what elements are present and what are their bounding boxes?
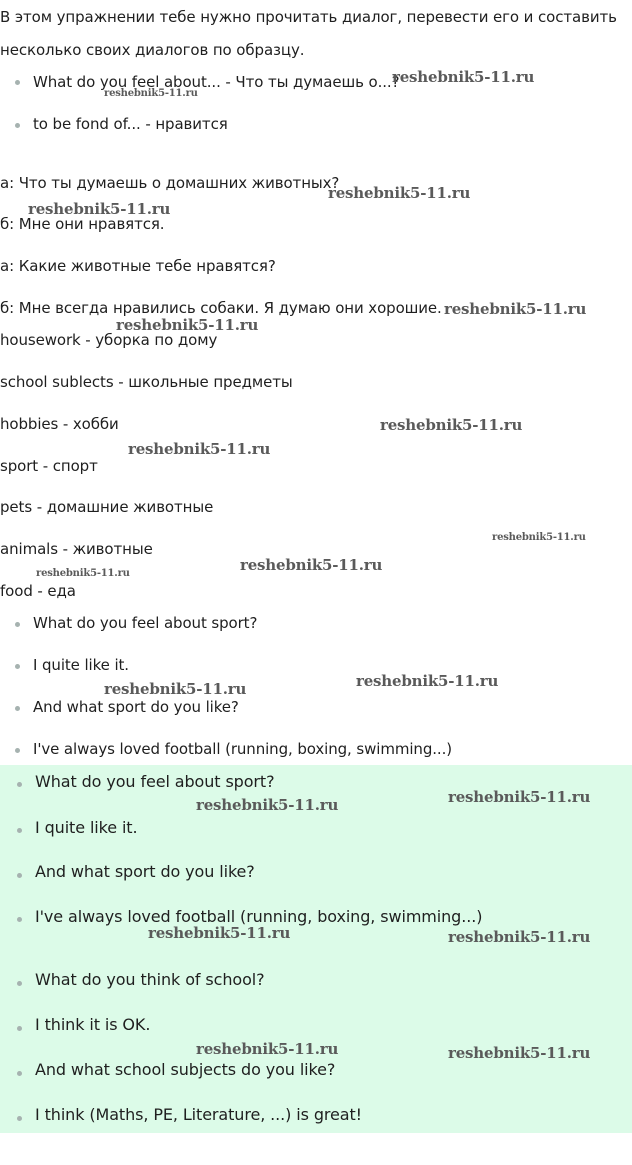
list-item-text: I've always loved football (running, boxing, swimming...)	[33, 740, 453, 758]
watermark: reshebnik5-11.ru	[392, 68, 535, 86]
bullet-icon	[17, 917, 22, 922]
list-item-text: And what sport do you like?	[35, 862, 255, 881]
bullet-icon	[15, 622, 20, 627]
watermark: reshebnik5-11.ru	[104, 680, 247, 698]
bullet-icon	[17, 981, 22, 986]
dialogue-line: а: Какие животные тебе нравятся?	[0, 257, 276, 275]
intro-line-2: несколько своих диалогов по образцу.	[0, 41, 305, 59]
bullet-icon	[17, 873, 22, 878]
bullet-icon	[15, 664, 20, 669]
bullet-icon	[17, 1116, 22, 1121]
watermark: reshebnik5-11.ru	[448, 1044, 591, 1062]
vocab-line: pets - домашние животные	[0, 498, 214, 516]
watermark: reshebnik5-11.ru	[128, 440, 271, 458]
intro-line-1: В этом упражнении тебе нужно прочитать диалог, перевести его и составить	[0, 8, 617, 26]
bullet-icon	[17, 782, 22, 787]
dialogue-line: а: Что ты думаешь о домашних животных?	[0, 174, 340, 192]
bullet-icon	[17, 828, 22, 833]
vocab-line: food - еда	[0, 582, 76, 600]
bullet-icon	[15, 706, 20, 711]
list-item-text: I think (Maths, PE, Literature, ...) is great!	[35, 1105, 362, 1124]
list-item-text: What do you feel about... - Что ты думаешь о...?	[33, 73, 400, 91]
dialogue-line: б: Мне они нравятся.	[0, 215, 165, 233]
watermark: reshebnik5-11.ru	[116, 316, 259, 334]
bullet-icon	[15, 123, 20, 128]
list-item-text: I think it is OK.	[35, 1015, 151, 1034]
bullet-icon	[17, 1026, 22, 1031]
watermark: reshebnik5-11.ru	[356, 672, 499, 690]
list-item-text: What do you feel about sport?	[33, 614, 258, 632]
answer-box	[0, 765, 632, 1133]
vocab-line: school sublects - школьные предметы	[0, 373, 293, 391]
dialogue-line: б: Мне всегда нравились собаки. Я думаю они хорошие.	[0, 299, 442, 317]
vocab-line: animals - животные	[0, 540, 153, 558]
watermark: reshebnik5-11.ru	[328, 184, 471, 202]
watermark: reshebnik5-11.ru	[448, 928, 591, 946]
list-item-text: I've always loved football (running, boxing, swimming...)	[35, 907, 483, 926]
bullet-icon	[15, 80, 20, 85]
watermark: reshebnik5-11.ru	[444, 300, 587, 318]
bullet-icon	[17, 1071, 22, 1076]
watermark: reshebnik5-11.ru	[492, 532, 586, 543]
watermark: reshebnik5-11.ru	[448, 788, 591, 806]
list-item-text: I quite like it.	[35, 818, 138, 837]
watermark: reshebnik5-11.ru	[36, 568, 130, 579]
list-item-text: What do you feel about sport?	[35, 772, 275, 791]
list-item-text: I quite like it.	[33, 656, 129, 674]
watermark: reshebnik5-11.ru	[240, 556, 383, 574]
watermark: reshebnik5-11.ru	[28, 200, 171, 218]
watermark: reshebnik5-11.ru	[148, 924, 291, 942]
list-item-text: to be fond of... - нравится	[33, 115, 228, 133]
watermark: reshebnik5-11.ru	[380, 416, 523, 434]
watermark: reshebnik5-11.ru	[104, 88, 198, 99]
bullet-icon	[15, 748, 20, 753]
list-item-text: And what school subjects do you like?	[35, 1060, 336, 1079]
vocab-line: hobbies - хобби	[0, 415, 119, 433]
watermark: reshebnik5-11.ru	[196, 1040, 339, 1058]
vocab-line: sport - спорт	[0, 457, 98, 475]
list-item-text: What do you think of school?	[35, 970, 265, 989]
watermark: reshebnik5-11.ru	[196, 796, 339, 814]
list-item-text: And what sport do you like?	[33, 698, 239, 716]
vocab-line: housework - уборка по дому	[0, 331, 218, 349]
